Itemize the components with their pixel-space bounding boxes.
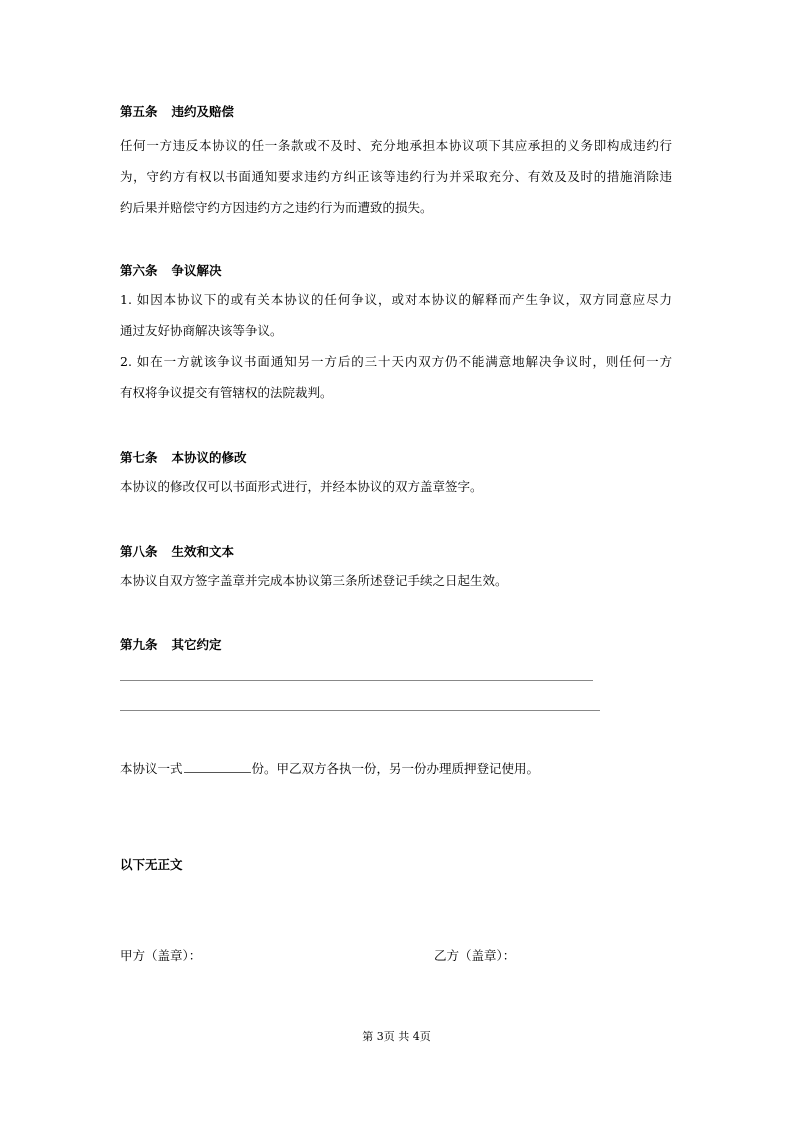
article-7-heading bbox=[120, 448, 247, 466]
article-7-number: 第七条 bbox=[120, 450, 158, 465]
article-6-title: 争议解决 bbox=[171, 263, 222, 278]
end-of-text-note: 以下无正文 bbox=[120, 857, 183, 872]
article-5-title: 违约及赔偿 bbox=[171, 104, 235, 119]
article-5-line-1: 任何一方违反本协议的任一条款或不及时、充分地承担本协议项下其应承担的义务即构成违约行 bbox=[120, 138, 672, 153]
blank-line-1 bbox=[120, 680, 593, 681]
article-6-line-1: 1. 如因本协议下的或有关本协议的任何争议，或对本协议的解释而产生争议，双方同意应尽力 bbox=[120, 292, 672, 307]
copies-prefix: 本协议一式 bbox=[120, 761, 183, 776]
article-8-title: 生效和文本 bbox=[171, 544, 235, 559]
copies-suffix: 份。甲乙双方各执一份，另一份办理质押登记使用。 bbox=[251, 761, 540, 776]
party-b-signature: 乙方（盖章）： bbox=[434, 948, 516, 963]
article-5-line-2: 为，守约方有权以书面通知要求违约方纠正该等违约行为并采取充分、有效及及时的措施消除违 bbox=[120, 169, 672, 184]
article-5-heading bbox=[120, 102, 234, 120]
party-a-signature: 甲方（盖章）： bbox=[120, 948, 202, 963]
blank-line-2 bbox=[120, 710, 600, 711]
article-9-number: 第九条 bbox=[120, 637, 158, 652]
article-8-heading bbox=[120, 542, 234, 560]
article-9-heading bbox=[120, 635, 222, 653]
article-6-line-3: 2. 如在一方就该争议书面通知另一方后的三十天内双方仍不能满意地解决争议时，则任何一方 bbox=[120, 354, 672, 369]
article-6-heading bbox=[120, 261, 222, 279]
copies-statement bbox=[120, 753, 539, 784]
article-7-text: 本协议的修改仅可以书面形式进行，并经本协议的双方盖章签字。 bbox=[120, 479, 483, 494]
article-6-line-2: 通过友好协商解决该等争议。 bbox=[120, 323, 283, 338]
article-7-title: 本协议的修改 bbox=[171, 450, 247, 465]
article-8-text: 本协议自双方签字盖章并完成本协议第三条所述登记手续之日起生效。 bbox=[120, 573, 508, 588]
article-6-number: 第六条 bbox=[120, 263, 158, 278]
article-5-number: 第五条 bbox=[120, 104, 158, 119]
copies-count-blank bbox=[184, 760, 251, 773]
article-5-line-3: 约后果并赔偿守约方因违约方之违约行为而遭致的损失。 bbox=[120, 200, 433, 215]
page-number: 第 3页 共 4页 bbox=[362, 1030, 431, 1043]
article-9-title: 其它约定 bbox=[171, 637, 222, 652]
article-8-number: 第八条 bbox=[120, 544, 158, 559]
article-6-line-4: 有权将争议提交有管辖权的法院裁判。 bbox=[120, 385, 333, 400]
